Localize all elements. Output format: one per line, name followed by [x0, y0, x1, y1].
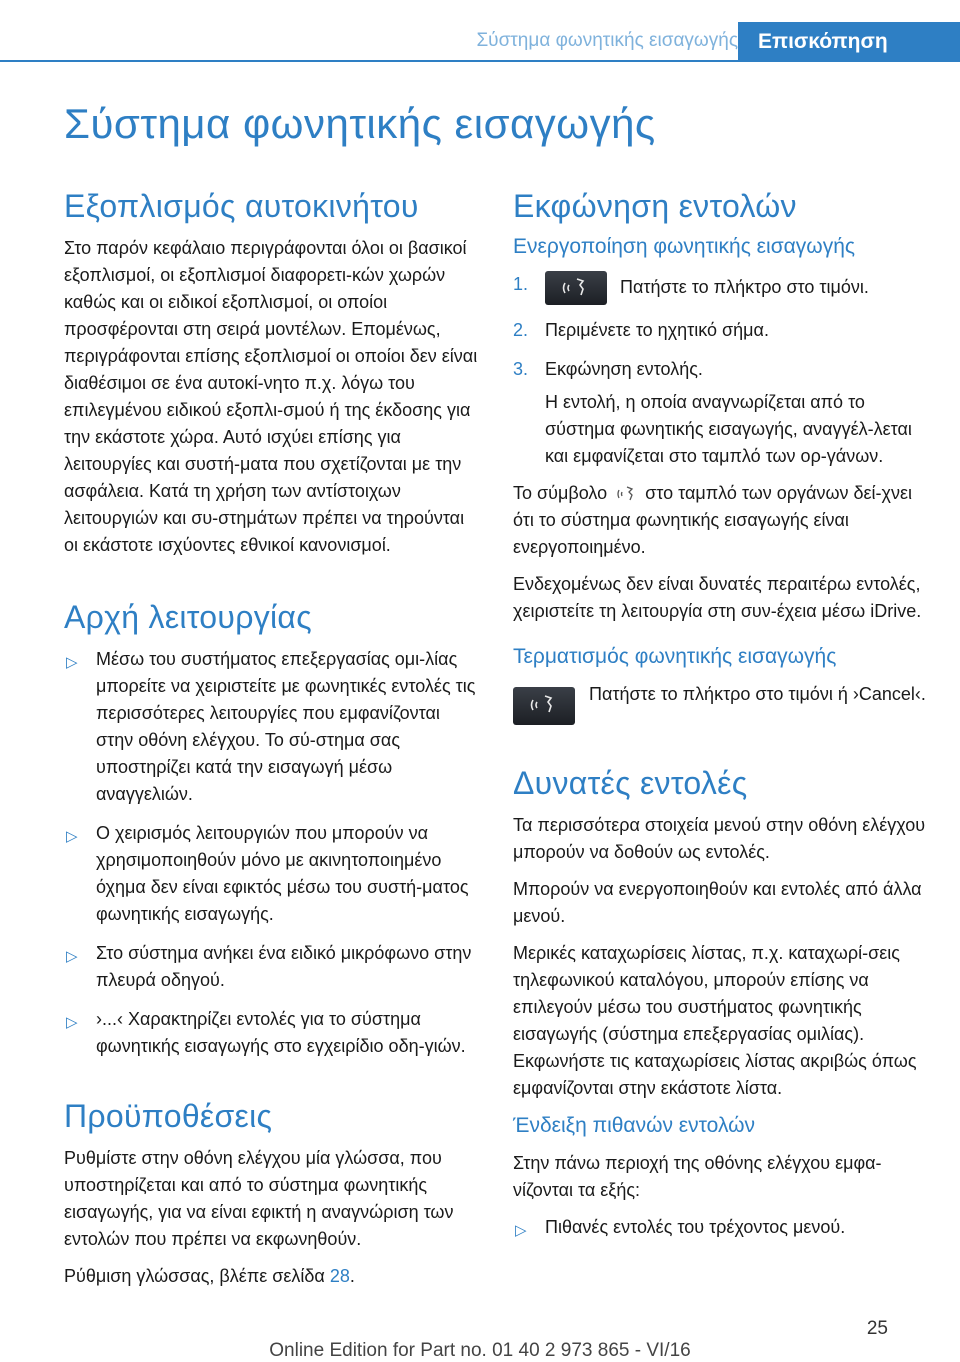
subheading-show-commands: Ένδειξη πιθανών εντολών — [513, 1114, 756, 1137]
page-header — [0, 0, 960, 62]
triangle-bullet-icon: ▷ — [66, 654, 78, 671]
prerequisites-text: Ρυθμίστε στην οθόνη ελέγχου μία γλώσσα, που υποστηρίζεται και από το σύστημα φωνητικής εισαγωγής, για να είναι εφικτή η αναγνώριση των εντολών που πρέπει να εκφωνηθούν. — [64, 1148, 454, 1249]
step3-note: Η εντολή, η οποία αναγνωρίζεται από το σύστημα φωνητικής εισαγωγής, αναγγέλ‐λεται και εμφανίζεται στο ταμπλό των ορ‐γάνων. — [545, 392, 912, 466]
end-voice-text: Πατήστε το πλήκτρο στο τιμόνι ή ›Cancel‹. — [589, 684, 926, 704]
activation-steps — [513, 271, 929, 383]
possible-commands-p1: Τα περισσότερα στοιχεία μενού στην οθόνη ελέγχου μπορούν να δοθούν ως εντολές. — [513, 815, 926, 862]
right-column — [513, 188, 929, 1253]
heading-prerequisites: Προϋποθέσεις — [64, 1098, 273, 1134]
subheading-end: Τερματισμός φωνητικής εισαγωγής — [513, 645, 837, 668]
show-commands-list — [513, 1214, 929, 1241]
voice-button-icon — [545, 271, 607, 305]
header-rule — [0, 60, 738, 62]
triangle-bullet-icon: ▷ — [66, 828, 78, 845]
heading-principle: Αρχή λειτουργίας — [64, 599, 312, 635]
idrive-note: Ενδεχομένως δεν είναι δυνατές περαιτέρω εντολές, χειριστείτε τη λειτουργία στη συν‐έχεια μέσω iDrive. — [513, 574, 922, 621]
possible-commands-p2: Μπορούν να ενεργοποιηθούν και εντολές από άλλα μενού. — [513, 879, 922, 926]
end-voice-row — [513, 681, 929, 725]
list-item: ▷ ›...‹ Χαρακτηρίζει εντολές για το σύστημα φωνητικής εισαγωγής στο εγχειρίδιο οδη‐γιών. — [66, 1009, 466, 1056]
heading-speaking-commands: Εκφώνηση εντολών — [513, 188, 797, 224]
list-item: ▷ Στο σύστημα ανήκει ένα ειδικό μικρόφωνο στην πλευρά οδηγού. — [66, 943, 472, 990]
principle-list — [64, 646, 478, 1060]
page-title: Σύστημα φωνητικής εισαγωγής — [64, 100, 656, 147]
triangle-bullet-icon: ▷ — [515, 1222, 527, 1239]
show-commands-text: Στην πάνω περιοχή της οθόνης ελέγχου εμφα‐νίζονται τα εξής: — [513, 1153, 882, 1200]
list-item: ▷ Πιθανές εντολές του τρέχοντος μενού. — [513, 1214, 929, 1241]
list-item: 3. Εκφώνηση εντολής. — [513, 359, 703, 379]
voice-button-icon — [513, 687, 575, 725]
list-item: ▷ Ο χειρισμός λειτουργιών που μπορούν να χρησιμοποιηθούν μόνο με ακινητοποιημένο όχημα δεν είναι εφικτός μέσω του συστή‐ματος φωνητικής εισαγωγής. — [66, 823, 469, 924]
vehicle-equipment-text: Στο παρόν κεφάλαιο περιγράφονται όλοι οι βασικοί εξοπλισμοί, οι εξοπλισμοί διαφορετι‐κών χωρών καθώς και οι ειδικοί εξοπλισμοί, οι οποίοι προσφέρονται στη σειρά μοντέλων. Επομένως, περιγράφονται επίσης εξοπλισμοί οι οποίοι δεν είναι διαθέσιμοι σε ένα αυτοκί‐νητο π.χ. λόγω του επιλεγμένου ειδικού εξοπλι‐σμού ή της έκδοσης για την εκάστοτε χώρα. Αυτό ισχύει επίσης για λειτουργίες και συστή‐ματα που σχετίζονται με την ασφάλεια. Κατά τη χρήση των αντίστοιχων λειτουργιών και συ‐στημάτων πρέπει να τηρούνται οι εκάστοτε ισχύοντες εθνικοί κανονισμοί. — [64, 238, 478, 555]
triangle-bullet-icon: ▷ — [66, 948, 78, 965]
voice-symbol-icon — [615, 484, 637, 504]
language-setting-ref: Ρύθμιση γλώσσας, βλέπε σελίδα 28. — [64, 1266, 355, 1286]
subheading-activate: Ενεργοποίηση φωνητικής εισαγωγής — [513, 235, 855, 258]
edition-footer: Online Edition for Part no. 01 40 2 973 865 - VI/16 — [269, 1340, 691, 1361]
page-number: 25 — [866, 1318, 888, 1339]
list-item: 1. Πατήστε το πλήκτρο στο τιμόνι. — [513, 271, 929, 305]
heading-vehicle-equipment: Εξοπλισμός αυτοκινήτου — [64, 188, 419, 224]
left-column — [64, 188, 478, 1300]
header-tab-overview: Επισκόπηση — [738, 22, 960, 62]
list-item: ▷ Μέσω του συστήματος επεξεργασίας ομι‐λίας μπορείτε να χειριστείτε με φωνητικές εντολές τις περισσότερες λειτουργίες που εμφανίζονται στην οθόνη ελέγχου. Το σύ‐στημα σας υποστηρίζει κατά την εισαγωγή μέσω αναγγελιών. — [66, 649, 476, 804]
list-item: 2. Περιμένετε το ηχητικό σήμα. — [513, 320, 769, 340]
possible-commands-p3: Μερικές καταχωρίσεις λίστας, π.χ. καταχωρί‐σεις τηλεφωνικού καταλόγου, μπορούν επίσης να επιλεγούν μέσω του συστήματος φωνητικής εισαγωγής (σύστημα επεξεργασίας ομιλίας). Εκφωνήστε τις καταχωρίσεις λίστας ακριβώς όπως εμφανίζονται στην εκάστοτε λίστα. — [513, 943, 917, 1098]
symbol-text: Το σύμβολο στο ταμπλό των οργάνων δεί‐χνει ότι το σύστημα φωνητικής εισαγωγής είναι ενεργοποιημένο. — [513, 483, 913, 557]
page-link[interactable]: 28 — [329, 1266, 350, 1286]
header-section-title: Σύστημα φωνητικής εισαγωγής — [476, 30, 738, 51]
heading-possible-commands: Δυνατές εντολές — [513, 765, 748, 801]
triangle-bullet-icon: ▷ — [66, 1014, 78, 1031]
